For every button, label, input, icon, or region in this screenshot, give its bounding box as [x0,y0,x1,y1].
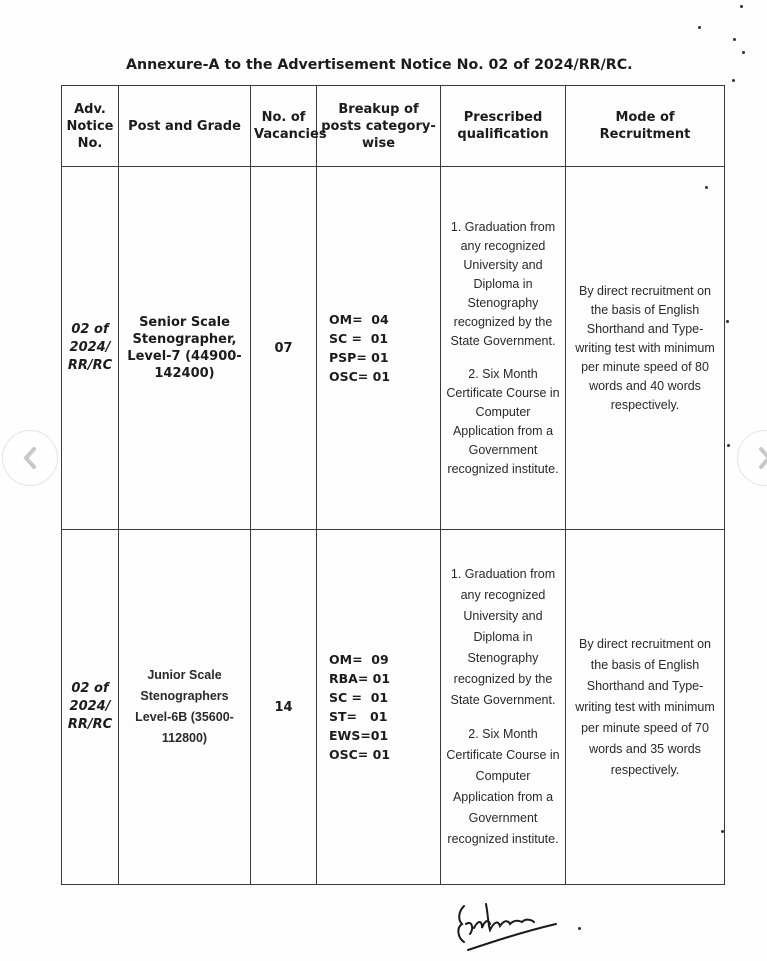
header-breakup: Breakup of posts category-wise [317,86,441,167]
next-image-button[interactable] [737,430,767,486]
scan-speck [727,444,730,447]
breakup-line: PSP= 01 [329,350,389,365]
table-header-row [62,86,725,167]
breakup-line: OM= 04 [329,312,389,327]
breakup-line: ST= 01 [329,709,388,724]
header-post-grade: Post and Grade [119,86,251,167]
table-row [62,167,725,530]
breakup-cell [317,530,441,885]
header-qualification: Prescribed qualification [441,86,566,167]
scan-speck [726,320,729,323]
qualification-item: 2. Six Month Certificate Course in Computer Application from a Government recognized institute. [446,366,560,476]
post-grade-cell: Junior Scale Stenographers Level-6B (35600-112800) [119,530,251,885]
document-title: Annexure-A to the Advertisement Notice No. 02 of 2024/RR/RC. [126,57,633,73]
scan-speck [578,927,581,930]
scan-speck [698,26,701,29]
adv-notice-cell: 02 of 2024/ RR/RC [62,530,119,885]
qualification-cell [441,167,566,530]
qualification-cell [441,530,566,885]
chevron-right-icon [756,446,767,470]
header-mode: Mode of Recruitment [566,86,725,167]
qualification-item: 1. Graduation from any recognized University and Diploma in Stenography recognized by the State Government. [450,567,556,707]
qualification-item: 2. Six Month Certificate Course in Computer Application from a Government recognized institute. [446,727,560,846]
chevron-left-icon [21,446,39,470]
post-grade-cell: Senior Scale Stenographer, Level-7 (44900-142400) [119,167,251,530]
header-vacancies: No. of Vacancies [251,86,317,167]
scan-speck [740,5,743,8]
scan-speck [721,830,724,833]
breakup-line: SC = 01 [329,690,389,705]
previous-image-button[interactable] [2,430,58,486]
header-adv-notice: Adv. Notice No. [62,86,119,167]
annexure-table [61,85,725,885]
vacancies-cell: 07 [251,167,317,530]
qualification-item: 1. Graduation from any recognized University and Diploma in Stenography recognized by the State Government. [450,219,556,348]
scan-speck [742,51,745,54]
scan-speck [732,79,735,82]
adv-notice-cell: 02 of 2024/ RR/RC [62,167,119,530]
breakup-line: OM= 09 [329,652,389,667]
mode-cell: By direct recruitment on the basis of English Shorthand and Type-writing test with minimum per minute speed of 70 words and 35 words respectively. [566,530,725,885]
breakup-line: EWS=01 [329,728,389,743]
breakup-line: OSC= 01 [329,747,391,762]
breakup-line: SC = 01 [329,331,389,346]
breakup-line: RBA= 01 [329,671,391,686]
signature-icon [452,898,562,954]
vacancies-cell: 14 [251,530,317,885]
scan-speck [705,186,708,189]
breakup-line: OSC= 01 [329,369,391,384]
table-row [62,530,725,885]
mode-cell: By direct recruitment on the basis of English Shorthand and Type-writing test with minimum per minute speed of 80 words and 40 words respectively. [566,167,725,530]
scan-speck [733,38,736,41]
breakup-cell [317,167,441,530]
